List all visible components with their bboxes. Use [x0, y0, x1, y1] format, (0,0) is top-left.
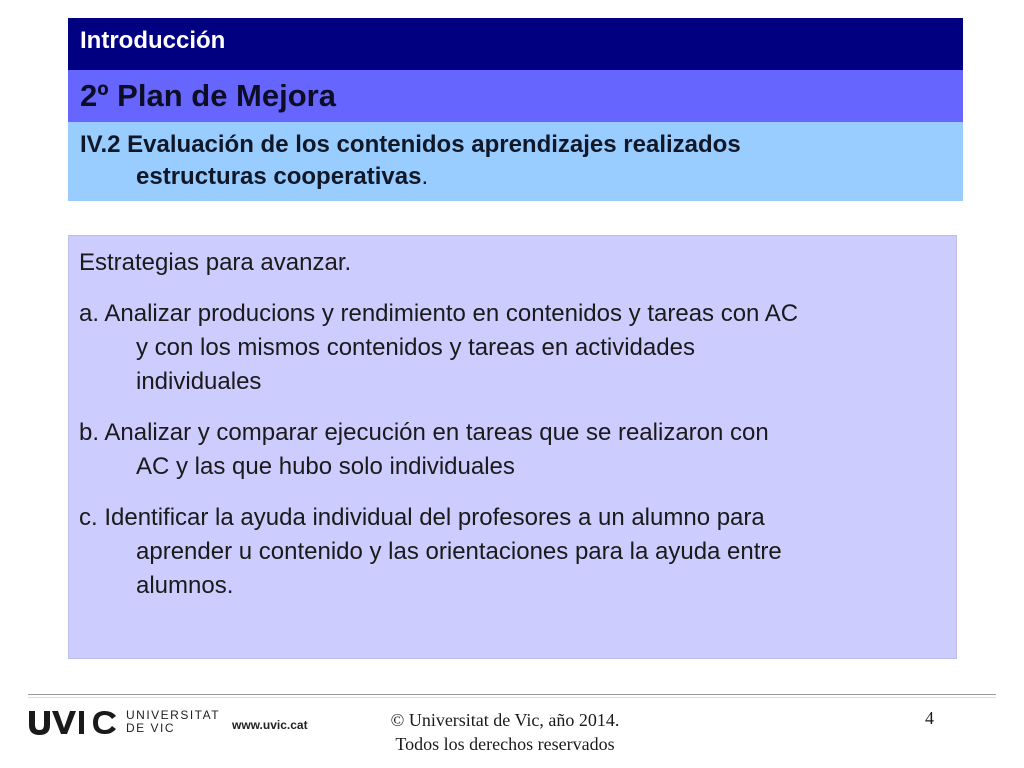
item-line: aprender u contenido y las orientaciones para la ayuda entre [136, 538, 782, 565]
slide-subtitle-band [68, 122, 963, 201]
subtitle-period: . [421, 163, 429, 190]
item-line: b. Analizar y comparar ejecución en tareas que se realizaron con [79, 419, 769, 446]
slide-title-band [68, 70, 963, 122]
section-header [68, 18, 963, 70]
logo-line-1: UNIVERSITAT [126, 708, 221, 722]
footer-divider-shadow [28, 697, 996, 698]
content-intro: Estrategias para avanzar. [79, 249, 352, 276]
copyright-notice [360, 708, 650, 756]
item-line: a. Analizar producions y rendimiento en contenidos y tareas con AC [79, 300, 799, 327]
list-item [79, 297, 936, 399]
website-link[interactable]: www.uvic.cat [232, 718, 308, 732]
footer-divider [28, 694, 996, 695]
item-line: AC y las que hubo solo individuales [136, 453, 515, 480]
subtitle-line-2-text: estructuras cooperativas [136, 163, 422, 190]
item-line: alumnos. [136, 572, 234, 599]
copyright-line-1: © Universitat de Vic, año 2014. [390, 710, 620, 730]
section-title: Introducción [80, 27, 226, 54]
item-line: y con los mismos contenidos y tareas en actividades [136, 334, 695, 361]
page-number: 4 [925, 708, 934, 728]
item-line: c. Identificar la ayuda individual del profesores a un alumno para [79, 504, 765, 531]
content-box [68, 235, 957, 659]
slide-title: 2º Plan de Mejora [80, 78, 336, 113]
list-item [79, 416, 936, 484]
logo-line-2: DE VIC [126, 721, 176, 735]
subtitle-line-1: IV.2 Evaluación de los contenidos aprendizajes realizados [80, 131, 741, 158]
university-logo [28, 704, 220, 740]
uvic-logo-mark-icon [28, 708, 118, 736]
subtitle-line-2 [80, 161, 951, 193]
list-item [79, 501, 936, 603]
copyright-line-2: Todos los derechos reservados [395, 734, 615, 754]
logo-wordmark [126, 709, 220, 735]
item-line: individuales [136, 368, 262, 395]
